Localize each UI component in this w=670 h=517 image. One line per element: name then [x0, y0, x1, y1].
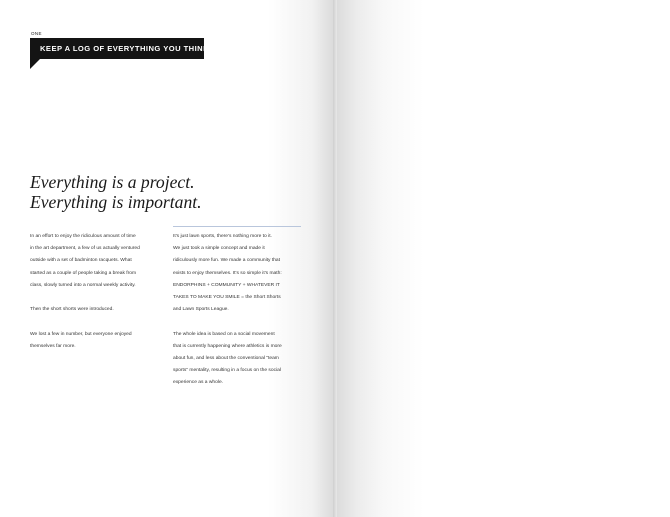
text-line: The whole idea is based on a social movement — [173, 331, 275, 337]
text-line: It's just lawn sports, there's nothing more to it. — [173, 234, 272, 239]
text-line: that is currently happening where athletics is more — [173, 343, 282, 349]
text-line: outside with a set of badminton racquets. What — [30, 258, 132, 264]
text-line: TAKES TO MAKE YOU SMILE = the Short Shorts — [173, 295, 281, 301]
text-line: about fun, and less about the conventional "team — [173, 356, 279, 362]
text-line: We lost a few in number, but everyone enjoyed — [30, 331, 132, 337]
text-line: ridiculously more fun. We made a community that — [173, 258, 281, 264]
paragraph — [173, 329, 313, 390]
body-column-right — [173, 231, 313, 402]
headline — [30, 172, 320, 212]
text-line: in the art department, a few of us actually ventured — [30, 246, 140, 252]
body-column-left — [30, 231, 167, 365]
text-line: exists to enjoy themselves. It's so simple it's math: — [173, 270, 282, 276]
paragraph — [30, 304, 167, 316]
text-line: In an effort to enjoy the ridiculous amount of time — [30, 234, 136, 239]
text-line: Then the short shorts were introduced. — [30, 307, 114, 313]
text-line: started as a couple of people taking a break from — [30, 270, 137, 276]
text-line: sports" mentality, resulting in a focus on the social — [173, 368, 281, 374]
text-line: ENDORPHINS + COMMUNITY + WHATEVER IT — [173, 282, 280, 288]
headline-line-1: Everything is a project. — [30, 172, 195, 192]
text-line: themselves far more. — [30, 343, 76, 349]
paragraph — [30, 231, 167, 292]
text-line: We just took a simple concept and made it — [173, 246, 265, 252]
text-line: and Lawn Sports League. — [173, 307, 229, 313]
paragraph — [30, 329, 167, 353]
paragraph — [173, 231, 313, 316]
section-tag-text: KEEP A LOG OF EVERYTHING YOU THINK OF — [40, 44, 224, 53]
right-page — [337, 0, 670, 517]
headline-line-2: Everything is important. — [30, 192, 202, 212]
text-line: class, slowly turned into a normal weekly activity. — [30, 282, 136, 288]
section-tag-tail — [30, 59, 40, 69]
text-line: experience as a whole. — [173, 380, 224, 386]
section-label: ONE — [31, 31, 42, 36]
